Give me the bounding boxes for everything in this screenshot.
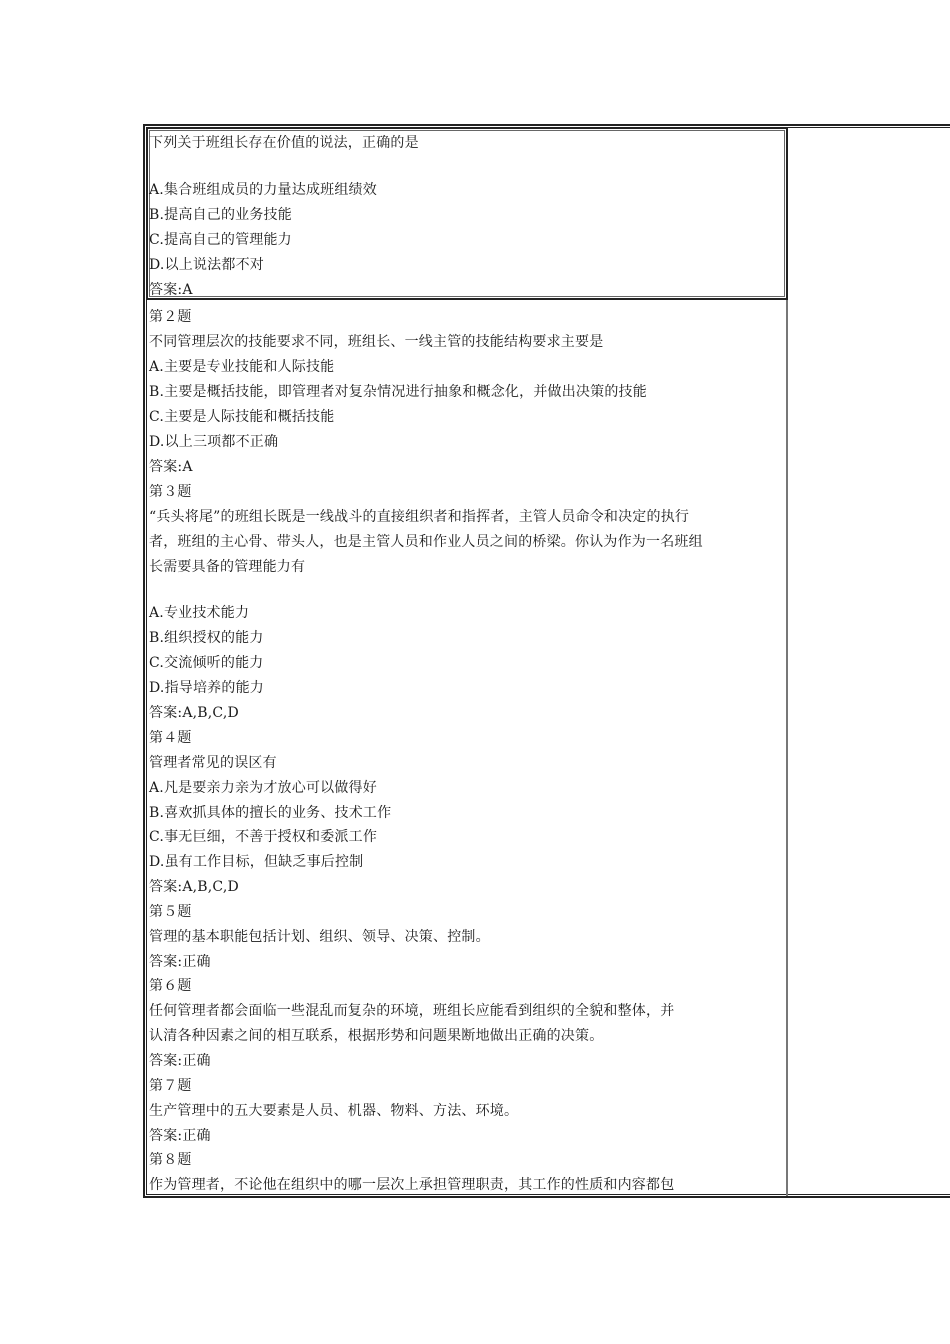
question-6-text-line-1: 任何管理者都会面临一些混乱而复杂的环境，班组长应能看到组织的全貌和整体，并: [149, 1003, 675, 1019]
question-3-option-b: B.组织授权的能力: [149, 630, 264, 646]
question-7-text: 生产管理中的五大要素是人员、机器、物料、方法、环境。: [149, 1103, 519, 1119]
question-3-answer: 答案:A,B,C,D: [149, 705, 239, 721]
question-6-text-line-2: 认清各种因素之间的相互联系，根据形势和问题果断地做出正确的决策。: [149, 1028, 604, 1044]
question-4-option-a: A.凡是要亲力亲为才放心可以做得好: [149, 780, 377, 796]
question-1-option-d: D.以上说法都不对: [149, 257, 264, 273]
question-3-text-line-1: “兵头将尾”的班组长既是一线战斗的直接组织者和指挥者，主管人员命令和决定的执行: [149, 509, 690, 525]
question-3-option-a: A.专业技术能力: [149, 605, 250, 621]
question-8-text: 作为管理者，不论他在组织中的哪一层次上承担管理职责，其工作的性质和内容都包: [149, 1177, 675, 1193]
question-8-number: 第８题: [149, 1152, 192, 1168]
question-3-text-line-3: 长需要具备的管理能力有: [149, 559, 306, 575]
question-2-option-b: B.主要是概括技能，即管理者对复杂情况进行抽象和概念化，并做出决策的技能: [149, 384, 647, 400]
question-3-number: 第３题: [149, 484, 192, 500]
question-5-answer: 答案:正确: [149, 954, 211, 970]
question-7-answer: 答案:正确: [149, 1128, 211, 1144]
question-2-option-c: C.主要是人际技能和概括技能: [149, 409, 335, 425]
question-1-option-b: B.提高自己的业务技能: [149, 207, 292, 223]
question-1-option-c: C.提高自己的管理能力: [149, 232, 292, 248]
question-5-number: 第５题: [149, 904, 192, 920]
question-6-answer: 答案:正确: [149, 1053, 211, 1069]
question-2-option-d: D.以上三项都不正确: [149, 434, 279, 450]
question-4-text: 管理者常见的误区有: [149, 755, 277, 771]
question-7-number: 第７题: [149, 1078, 192, 1094]
question-4-answer: 答案:A,B,C,D: [149, 879, 239, 895]
column-divider: [786, 300, 788, 1196]
question-4-option-d: D.虽有工作目标，但缺乏事后控制: [149, 854, 364, 870]
question-2-text: 不同管理层次的技能要求不同，班组长、一线主管的技能结构要求主要是: [149, 334, 604, 350]
question-3-text-line-2: 者，班组的主心骨、带头人，也是主管人员和作业人员之间的桥梁。你认为作为一名班组: [149, 534, 703, 550]
question-2-answer: 答案:A: [149, 459, 193, 475]
question-1-answer: 答案:A: [149, 282, 193, 298]
question-1-option-a: A.集合班组成员的力量达成班组绩效: [149, 182, 377, 198]
question-1-text: 下列关于班组长存在价值的说法，正确的是: [149, 135, 419, 151]
question-4-option-b: B.喜欢抓具体的擅长的业务、技术工作: [149, 805, 392, 821]
question-4-option-c: C.事无巨细，不善于授权和委派工作: [149, 829, 378, 845]
question-2-number: 第２题: [149, 309, 192, 325]
question-5-text: 管理的基本职能包括计划、组织、领导、决策、控制。: [149, 929, 490, 945]
question-3-option-c: C.交流倾听的能力: [149, 655, 264, 671]
question-3-option-d: D.指导培养的能力: [149, 680, 264, 696]
question-6-number: 第６题: [149, 978, 192, 994]
question-4-number: 第４题: [149, 730, 192, 746]
question-2-option-a: A.主要是专业技能和人际技能: [149, 359, 335, 375]
